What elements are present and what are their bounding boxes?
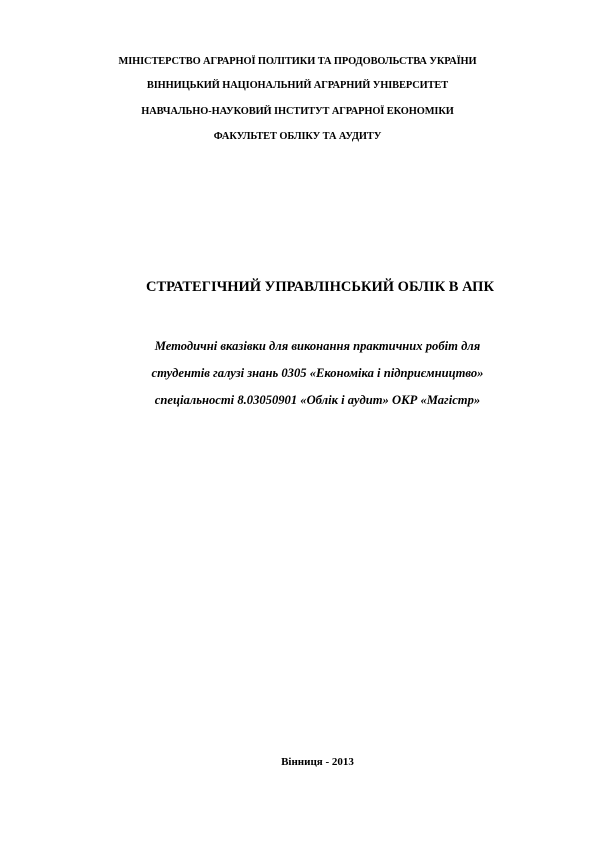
description-line-2: студентів галузі знань 0305 «Економіка і підприємництво» — [151, 366, 484, 380]
document-title: СТРАТЕГІЧНИЙ УПРАВЛІНСЬКИЙ ОБЛІК В АПК — [146, 279, 494, 295]
faculty-name: ФАКУЛЬТЕТ ОБЛІКУ ТА АУДИТУ — [213, 131, 382, 142]
institute-name: НАВЧАЛЬНО-НАУКОВИЙ ІНСТИТУТ АГРАРНОЇ ЕКОНОМІКИ — [141, 106, 454, 117]
description-line-1: Методичні вказівки для виконання практичних робіт для — [154, 339, 481, 353]
ministry-name: МІНІСТЕРСТВО АГРАРНОЇ ПОЛІТИКИ ТА ПРОДОВОЛЬСТВА УКРАЇНИ — [118, 56, 477, 67]
university-name: ВІННИЦЬКИЙ НАЦІОНАЛЬНИЙ АГРАРНИЙ УНІВЕРСИТЕТ — [146, 80, 449, 91]
description-line-3: спеціальності 8.03050901 «Облік і аудит» ОКР «Магістр» — [154, 393, 481, 407]
place-and-year: Вінниця - 2013 — [281, 756, 354, 768]
